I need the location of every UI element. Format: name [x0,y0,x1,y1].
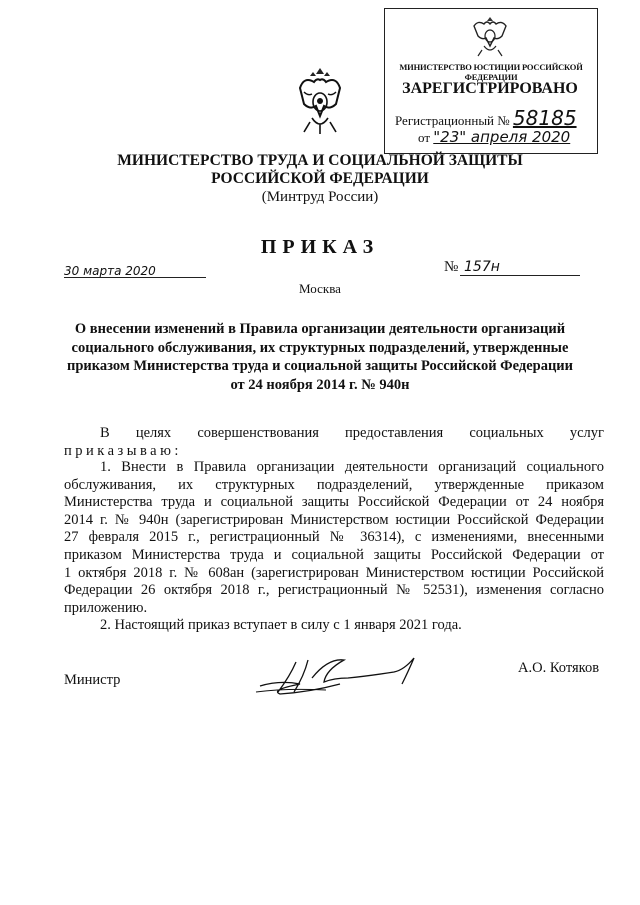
heading-line: приказом Министерства труда и социальной защиты Российской Федерации [66,358,574,374]
item-1-line: 2014 г. № 940н (зарегистрирован Министерством юстиции Российской Федерации [64,511,604,528]
ministry-name [100,152,540,188]
stamp-reg-number: 58185 [512,106,577,130]
item-1-line: 27 февраля 2015 г., регистрационный № 36314), с изменениями, внесенными [64,529,604,546]
item-1-line: обслуживания, их структурных подразделений, утвержденные приказом [64,476,604,493]
stamp-reg-line [395,106,577,130]
order-number-underline [460,275,580,276]
item-1-line: Министерства труда и социальной защиты Российской Федерации от 24 ноября [64,494,604,511]
signatory-name: А.О. Котяков [518,660,600,676]
ministry-name-line2: РОССИЙСКОЙ ФЕДЕРАЦИИ [211,170,429,187]
city: Москва [299,281,341,296]
item-1-line: 1. Внести в Правила организации деятельности организаций социального [100,459,604,475]
document-title: ПРИКАЗ [260,236,380,258]
order-date-underline [64,277,206,278]
item-2-paragraph: 2. Настоящий приказ вступает в силу с 1 января 2021 года. [100,617,462,633]
stamp-ministry-text: МИНИСТЕРСТВО ЮСТИЦИИ РОССИЙСКОЙ ФЕДЕРАЦИИ [399,62,583,82]
order-date: 30 марта 2020 [64,264,156,278]
stamp-date-line [418,128,570,146]
item-1-line: приказом Министерства труда и социальной защиты Российской Федерации от [64,546,604,563]
order-number-label: № [444,259,459,275]
item-1-line: приложению. [64,599,148,616]
handwritten-signature-icon [250,652,450,702]
ministry-name-line1: МИНИСТЕРСТВО ТРУДА И СОЦИАЛЬНОЙ ЗАЩИТЫ [117,152,523,169]
stamp-date-value: "23" апреля 2020 [433,128,571,146]
order-heading [40,320,600,394]
stamp-coat-of-arms-icon [468,14,512,60]
stamp-date-prefix: от [418,130,431,145]
intro-paragraph: В целях совершенствования предоставления социальных услуг [100,425,604,441]
heading-line: социального обслуживания, их структурных подразделений, утвержденные [71,339,569,356]
item-1-line: Федерации 26 октября 2018 г., регистрационный № 52531), изменения согласно [64,582,604,599]
heading-line: О внесении изменений в Правила организации деятельности организаций [74,321,566,337]
stamp-title: ЗАРЕГИСТРИРОВАНО [402,80,578,97]
command-word: приказываю: [64,443,182,459]
stamp-reg-label: Регистрационный № [395,113,510,128]
heading-line: от 24 ноября 2014 г. № 940н [230,376,410,393]
item-1-paragraph [64,459,604,617]
order-number: 157н [464,259,500,275]
coat-of-arms-icon [296,66,344,138]
signatory-title: Министр [64,672,121,688]
ministry-short-name: (Минтруд России) [261,189,379,205]
item-1-line: 1 октября 2018 г. № 608ан (зарегистрирован Министерством юстиции Российской [64,564,604,581]
